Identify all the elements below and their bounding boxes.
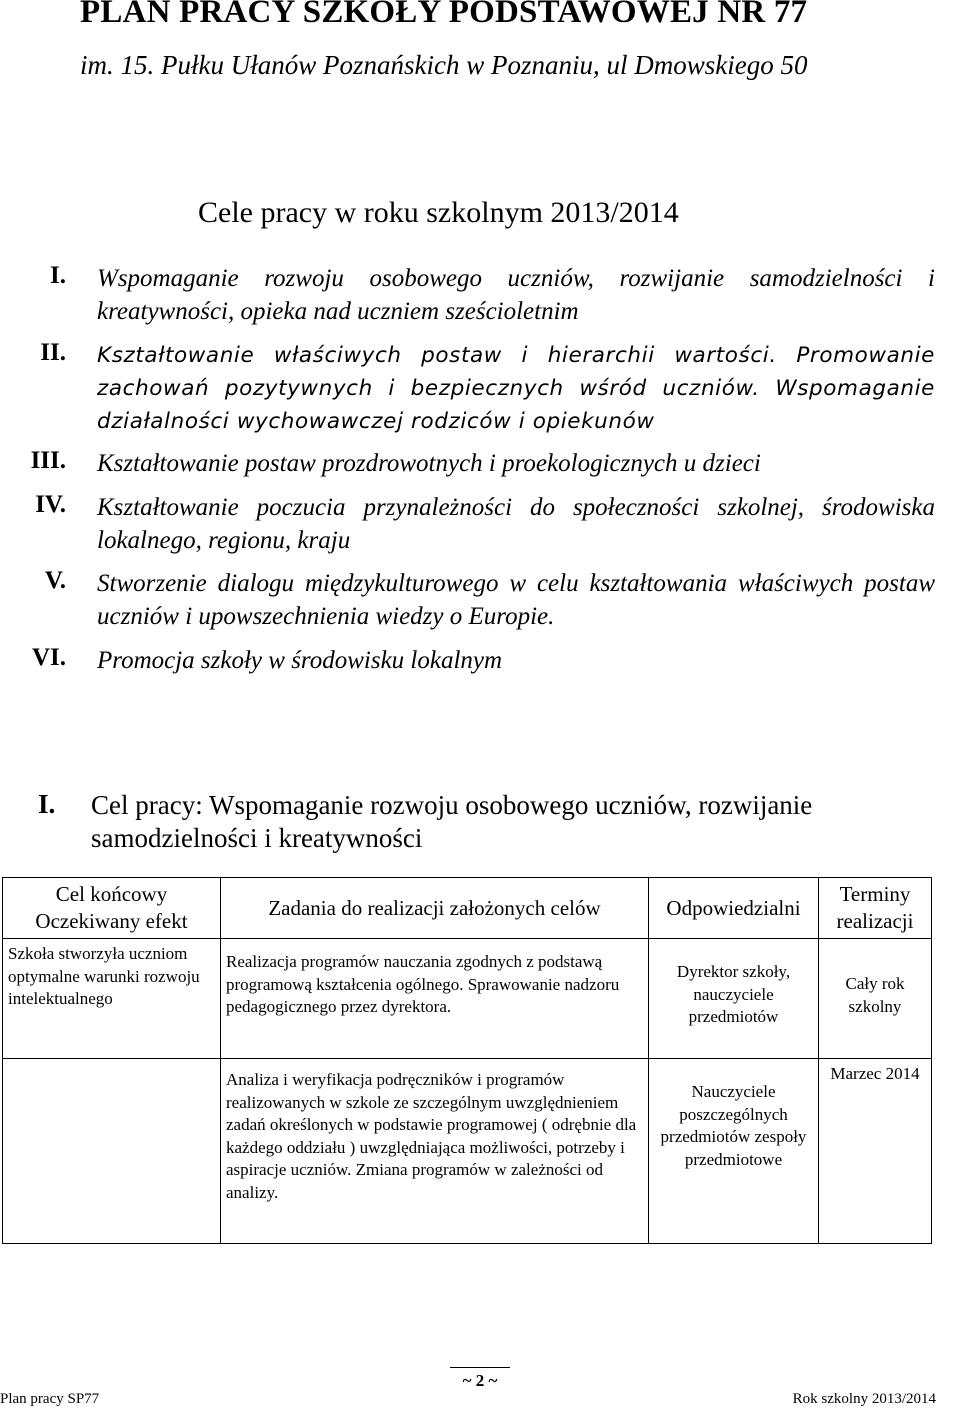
table-row: [3, 1059, 932, 1244]
deadline-cell: Cały rok szkolny: [819, 939, 932, 1059]
goal-number: III.: [30, 447, 66, 474]
goal-number: I.: [50, 262, 66, 289]
goal-text: Promocja szkoły w środowisku lokalnym: [97, 647, 503, 674]
goal-text: Kształtowanie postaw prozdrowotnych i proekologicznych u dzieci: [97, 450, 761, 477]
header-deadline: Terminy realizacji: [819, 878, 932, 939]
goal-number: VI.: [31, 644, 66, 671]
header-effect: [3, 878, 221, 939]
goals-heading: Cele pracy w roku szkolnym 2013/2014: [198, 196, 679, 229]
effect-cell: Szkoła stworzyła uczniom optymalne warunki rozwoju intelektualnego: [3, 939, 221, 1059]
section-title: Cel pracy: Wspomaganie rozwoju osobowego uczniów, rozwijanie samodzielności i kreatywności: [91, 790, 813, 853]
plan-table: [2, 877, 932, 1244]
deadline-cell: Marzec 2014: [819, 1059, 932, 1244]
goal-text: Kształtowanie poczucia przynależności do społeczności szkolnej, środowiska lokalnego, regionu, kraju: [97, 494, 935, 554]
table-row: [3, 939, 932, 1059]
responsible-cell: Nauczyciele poszczególnych przedmiotów zespoły przedmiotowe: [649, 1059, 819, 1244]
table-header-row: [3, 878, 932, 939]
section-number: I.: [38, 789, 56, 819]
header-effect-line2: Oczekiwany efekt: [35, 909, 188, 933]
task-cell: Realizacja programów nauczania zgodnych z podstawą programową kształcenia ogólnego. Sprawowanie nadzoru pedagogicznego przez dyrektora.: [221, 939, 649, 1059]
goal-number: II.: [40, 339, 66, 366]
responsible-cell: Dyrektor szkoły, nauczyciele przedmiotów: [649, 939, 819, 1059]
task-cell: Analiza i weryfikacja podręczników i programów realizowanych w szkole ze szczególnym uwzględnieniem zadań określonych w podstawie programowej ( odrębnie dla każdego oddziału ) uwzględniająca możliwości, potrzeby i aspiracje uczniów. Zmiana programów w zależności od analizy.: [221, 1059, 649, 1244]
document-title: PLAN PRACY SZKOŁY PODSTAWOWEJ NR 77: [80, 0, 808, 30]
footer-divider: [450, 1367, 510, 1368]
goal-number: V.: [44, 567, 66, 594]
header-effect-line1: Cel końcowy: [55, 882, 168, 906]
footer-school-year: Rok szkolny 2013/2014: [792, 1391, 936, 1407]
goal-number: IV.: [35, 491, 66, 518]
footer-document-name: Plan pracy SP77: [0, 1391, 100, 1407]
effect-cell: [3, 1059, 221, 1244]
goal-text: Wspomaganie rozwoju osobowego uczniów, rozwijanie samodzielności i kreatywności, opieka nad uczniem sześcioletnim: [97, 265, 935, 325]
page-number: ~ 2 ~: [462, 1371, 498, 1390]
goal-text: Kształtowanie właściwych postaw i hierarchii wartości. Promowanie zachowań pozytywnych i bezpiecznych wśród uczniów. Wspomaganie działalności wychowawczej rodziców i opiekunów: [97, 343, 935, 434]
school-address: im. 15. Pułku Ułanów Poznańskich w Poznaniu, ul Dmowskiego 50: [80, 50, 808, 80]
header-tasks: Zadania do realizacji założonych celów: [221, 878, 649, 939]
header-responsible: Odpowiedzialni: [649, 878, 819, 939]
goal-text: Stworzenie dialogu międzykulturowego w celu kształtowania właściwych postaw uczniów i upowszechnienia wiedzy o Europie.: [97, 570, 935, 630]
